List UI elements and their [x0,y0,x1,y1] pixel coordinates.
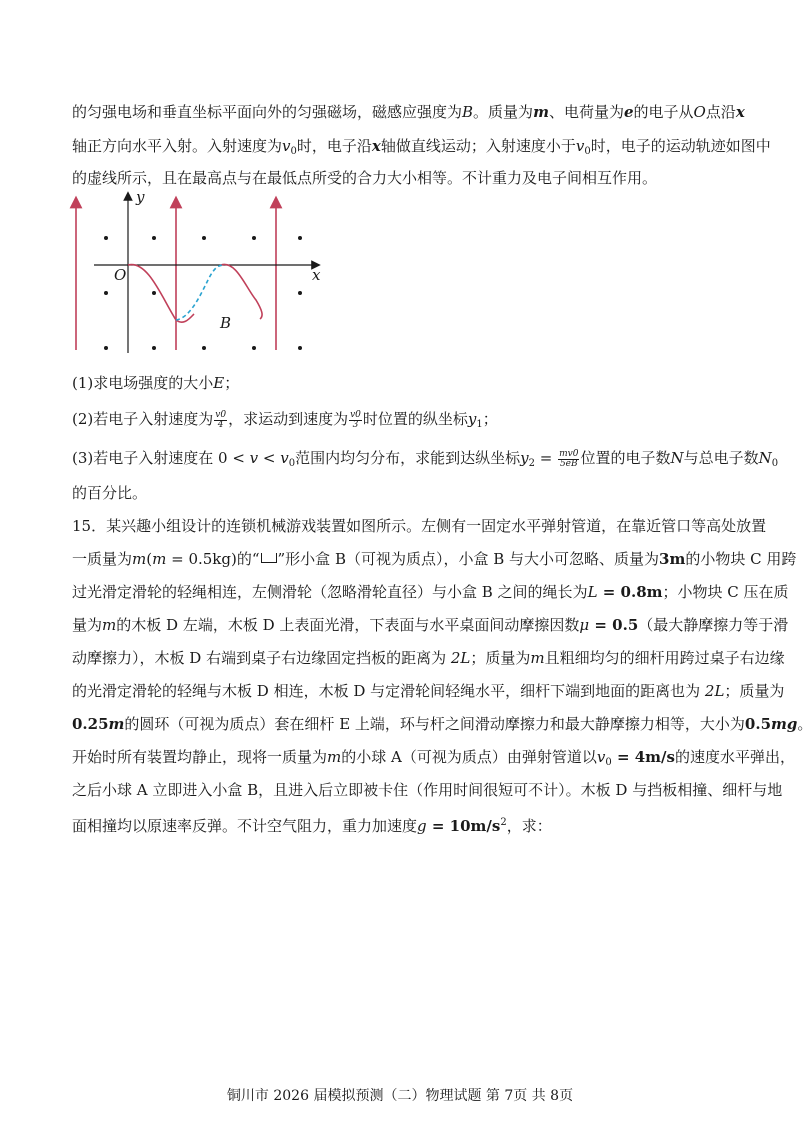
problem-15-line-8: 开始时所有装置均静止，现将一质量为m的小球 A（可视为质点）由弹射管道以$v_0 = 4m/s$的速度水平弹出， [72,748,795,768]
problem-15-line-10: 面相撞均以原速率反弹。不计空气阻力，重力加速度$g = 10m/s^2$，求： [72,817,552,835]
symbol-e: e [623,103,634,121]
question-1 [72,374,239,392]
origin-label: O [114,266,127,284]
trajectory-solid [128,265,194,323]
text: 。质量为 [473,103,534,121]
text: 、电荷量为 [548,103,624,121]
fraction: $\frac{v0}{4}$ [215,409,227,430]
subscript: 0 [771,458,779,469]
box-shape-icon [261,553,277,563]
trajectory-dashed [176,265,224,320]
intro-line-1 [72,103,745,121]
problem-15-line-2: 一质量为m(m = 0.5kg)的“ ”形小盒 B（可视为质点），小盒 B 与大小可忽略、质量为3m的小物块 C 用跨 [72,550,797,568]
subscript: 1 [476,419,483,430]
problem-15-line-7: 0.25m的圆环（可视为质点）套在细杆 E 上端，环与杆之间滑动摩擦力和最大静摩擦力相等，大小为0.5mg。 [72,715,812,733]
x-label: x [312,266,321,284]
trajectory-solid [221,264,262,319]
symbol-v: v [249,449,259,467]
text: ； [224,374,240,392]
page-footer: 铜川市 2026 届模拟预测（二）物理试题 第 7页 共 8页 [226,1088,574,1104]
problem-15-line-4: 量为m的木板 D 左端，木板 D 上表面光滑，下表面与水平桌面间动摩擦因数μ = 0.5（最大静摩擦力等于滑 [72,616,789,634]
text: 15．某兴趣小组设计的连锁机械游戏装置如图所示。左侧有一固定水平弹射管道，在靠近管口等高处放置 [72,517,767,535]
text: < [258,449,281,467]
text: 轴正方向水平入射。入射速度为 [72,137,283,155]
text: 的虚线所示，且在最高点与在最低点所受的合力大小相等。不计重力及电子间相互作用。 [72,169,658,187]
symbol-x: x [735,103,745,121]
text: ； [482,410,498,428]
symbol-v: v [282,137,291,155]
text: (3)若电子入射速度在 0 < [72,449,250,467]
symbol-m: m [533,103,549,121]
intro-line-2 [72,137,771,161]
text: 时位置的纵坐标 [362,410,468,428]
y-label: y [136,188,145,206]
problem-15-line-6: 的光滑定滑轮的轻绳与木板 D 相连，木板 D 与定滑轮间轻绳水平，细杆下端到地面的距离也为 2L；质量为 [72,682,785,700]
symbol-b: B [462,103,474,121]
problem-15-line-1 [72,517,766,535]
text: = [535,449,558,467]
text: 的百分比。 [72,484,148,502]
text: 时，电子沿 [296,137,372,155]
text: 的电子从 [633,103,694,121]
subscript: 0 [584,146,591,157]
symbol-e: E [213,374,225,392]
subscript: 0 [290,146,297,157]
symbol-v: v [280,449,289,467]
symbol-y: y [520,449,529,467]
problem-15-line-3: 过光滑定滑轮的轻绳相连，左侧滑轮（忽略滑轮直径）与小盒 B 之间的绳长为L = 0.8m；小物块 C 压在质 [72,583,789,601]
field-trajectory-figure [66,188,336,360]
symbol-n: N [670,449,684,467]
text: 位置的电子数 [580,449,671,467]
symbol-y: y [467,410,477,428]
text: 时，电子的运动轨迹如图中 [590,137,771,155]
text: ，求运动到速度为 [228,410,349,428]
text: (2)若电子入射速度为 [72,410,214,428]
fraction: $\frac{mv0}{5eB}$ [559,448,579,469]
text: 点沿 [705,103,736,121]
symbol-o: O [693,103,706,121]
problem-15-line-9: 之后小球 A 立即进入小盒 B，且进入后立即被卡住（作用时间很短可不计）。木板 D 与挡板相撞、细杆与地 [72,781,783,799]
problem-15-line-5: 动摩擦力），木板 D 右端到桌子右边缘固定挡板的距离为 2L；质量为m且粗细均匀的细杆用跨过桌子右边缘 [72,649,785,667]
question-2 [72,410,498,434]
b-label: B [220,314,232,332]
fraction: $\frac{v0}{3}$ [350,409,361,430]
text: 的匀强电场和垂直坐标平面向外的匀强磁场，磁感应强度为 [72,103,463,121]
symbol-x: x [371,137,381,155]
text: 范围内均匀分布，求能到达纵坐标 [295,449,521,467]
text: 与总电子数 [683,449,759,467]
subscript: 2 [528,458,535,469]
symbol-n: N [758,449,772,467]
subscript: 0 [288,458,296,469]
text: (1)求电场强度的大小 [72,374,214,392]
intro-line-3 [72,169,657,187]
text: 轴做直线运动；入射速度小于 [380,137,576,155]
magnetic-field-dots [104,236,302,350]
question-3 [72,449,778,473]
question-3-end [72,484,147,502]
symbol-v: v [575,137,585,155]
